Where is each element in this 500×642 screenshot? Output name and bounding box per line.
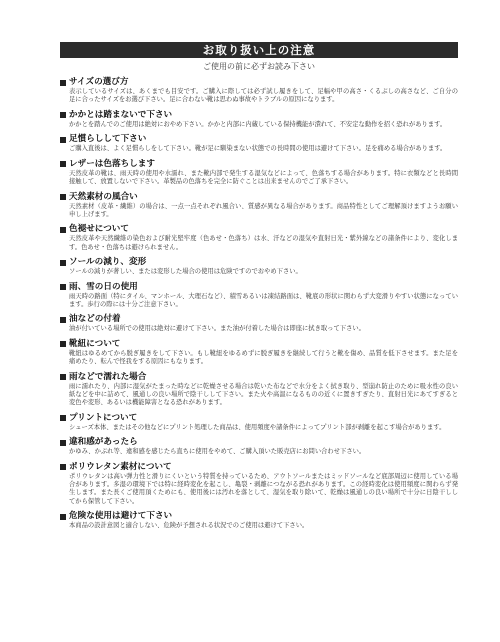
section-body: 天然皮革や天然繊維の染色および耐光堅牢度（色あせ・色落ち）は水、汗などの湿気や直射日光・紫外線などの諸条件により、変化します。色あせ・色落ちは避けられません。 [69,235,459,251]
section-body: ご購入直後は、よく足慣らしをして下さい。靴が足に馴染まない状態での長時間の使用は避けて下さい。足を痛める場合があります。 [69,145,447,153]
section-heading [60,314,458,325]
square-bullet-icon [60,137,66,143]
section-body: 雨に濡れたり、内部に湿気がたまった時などに乾燥させる場合は乾いた布などで水分をよく拭き取り、型崩れ防止のために吸水性の良い紙などを中に詰めて、風通しの良い場所で陰干しして下さい。また火や高温になるものの近くに置きすぎたり、直射日光にあてすぎると変色や変形、あるいは機能障害となる恐れがあります。 [69,382,458,407]
section-heading-text: ポリウレタン素材について [69,461,172,472]
section [60,192,458,220]
section-heading [60,224,458,235]
section [60,257,458,276]
section-heading-text: ソールの減り、変形 [69,257,147,268]
section-body: 雨天時の路面（特にタイル、マンホール、大理石など）、積雪あるいは凍結路面は、靴底の形状に関わらず大変滑りやすい状態になっています。歩行の際には十分ご注意下さい。 [69,292,458,308]
section [60,110,458,129]
section-body: かゆみ、かぶれ等、違和感を感じたら直ちに使用をやめて、ご購入頂いた販売店にお問い合わせ下さい。 [69,448,366,456]
section-heading [60,282,458,293]
section-heading [60,257,458,268]
section [60,159,458,187]
section-heading-text: 違和感があったら [69,437,138,448]
section [60,224,458,252]
section [60,462,458,506]
section-heading-text: レザーは色落ちします [69,158,155,169]
section-heading-text: 色褪せについて [69,224,129,235]
section-heading [60,462,458,473]
section-heading-text: 油などの付着 [69,314,121,325]
square-bullet-icon [60,227,66,233]
section-heading-text: 危険な使用は避けて下さい [69,511,173,522]
section-body: かかとを踏んでのご使用は絶対におやめ下さい。かかと内部に内蔵している保持機能が潰れて、不安定な動作を招く恐れがあります。 [69,120,447,128]
section-heading [60,77,458,88]
section-body: 天然素材（皮革・繊維）の場合は、一点一点それぞれ風合い、質感が異なる場合があります。商品特性としてご理解頂けますようお願い申し上げます。 [69,202,458,218]
section [60,314,458,333]
section [60,372,458,408]
section-body: 本商品の設計意図と適合しない、危険が予想される状況でのご使用は避けて下さい。 [69,522,309,530]
care-instructions-page [0,42,500,642]
square-bullet-icon [60,112,66,118]
section-body: 天然皮革の靴は、雨天時の使用や水濡れ、また靴内部で発生する湿気などによって、色落ちする場合があります。特に衣類などと長時間接触して、放置しないで下さい。革製品の色落ちを完全に防ぐことは出来ませんのでご了承下さい。 [69,169,458,186]
square-bullet-icon [60,514,66,520]
square-bullet-icon [60,260,66,266]
section-body: ポリウレタンは高い弾力性と滑りにくいという特質を持っているため、アウトソールまたはミッドソールなど底部周辺に使用している場合があります。多湿の環境下では特に経時変化を起こし、亀裂・剥離につながる恐れがあります。この経時変化は使用頻度に関わらず発生します。また長くご使用頂くためにも、使用後には汚れを落として、湿気を取り除いて、乾燥は風通しの良い場所で十分に日陰干ししてから保管して下さい。 [69,472,458,505]
page-title: お取り扱い上の注意 [60,42,458,58]
section-heading [60,437,458,448]
section-heading-text: 靴紐について [69,338,121,349]
page-subtitle: ご使用の前に必ずお読み下さい [203,62,315,71]
section-heading-text: サイズの選び方 [69,77,129,87]
section-body: シューズ本体、またはその他などにプリント処理した商品は、使用頻度や諸条件によってプリント部が剥離を起こす場合があります。 [69,423,446,431]
section [60,437,458,456]
square-bullet-icon [60,415,66,421]
section-body: ソールの減りが著しい、または変形した場合の使用は危険ですのでおやめ下さい。 [69,268,302,276]
section [60,339,458,367]
square-bullet-icon [60,464,66,470]
section [60,413,458,432]
section-heading [60,372,458,383]
square-bullet-icon [60,374,66,380]
section [60,511,458,530]
section-heading-text: 天然素材の風合い [69,191,138,202]
section-heading [60,159,458,170]
section-body: 表示しているサイズは、あくまでも目安です。ご購入に際しては必ず試し履きをして、足幅や甲の高さ・くるぶしの高さなど、ご自分の足に合ったサイズをお選び下さい。足に合わない靴は思わぬ事故やトラブルの原因になります。 [69,88,458,104]
square-bullet-icon [60,161,66,167]
section-heading-text: 足慣らしして下さい [69,134,147,145]
square-bullet-icon [60,284,66,290]
section-heading-text: プリントについて [69,412,138,423]
sections-list [60,77,458,530]
square-bullet-icon [60,341,66,347]
section-heading-text: かかとは踏まないで下さい [69,109,173,120]
section-heading-text: 雨、雪の日の使用 [69,281,138,292]
section-heading [60,339,458,350]
square-bullet-icon [60,80,66,86]
square-bullet-icon [60,440,66,446]
section-heading [60,511,458,522]
square-bullet-icon [60,194,66,200]
section-body: 靴紐はゆるめてから脱ぎ履きをして下さい。もし靴紐をゆるめずに脱ぎ履きを継続して行うと靴を傷め、品質を低下させます。また足を痛めたり、転んで怪我をする原因にもなります。 [69,349,458,366]
section-heading [60,413,458,424]
section-heading [60,110,458,121]
section-heading [60,192,458,203]
section-heading-text: 雨などで濡れた場合 [69,371,147,382]
square-bullet-icon [60,317,66,323]
section [60,282,458,310]
section-body: 油が付いている場所での使用は絶対に避けて下さい。また油が付着した場合は即座に拭き取って下さい。 [69,325,365,333]
section [60,77,458,105]
section [60,134,458,153]
section-heading [60,134,458,145]
